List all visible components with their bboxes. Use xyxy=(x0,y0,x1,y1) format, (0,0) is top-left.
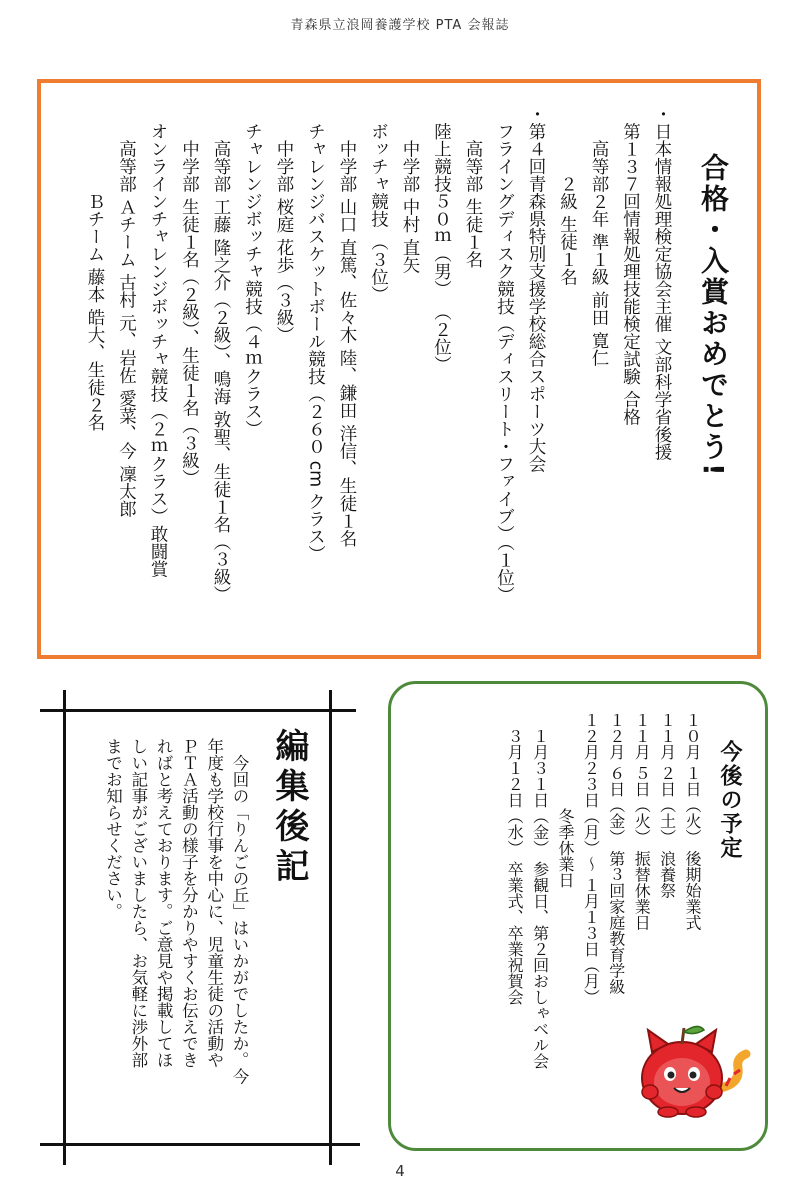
awards-line: オンラインチャレンジボッチャ競技（２ｍクラス）敢闘賞 xyxy=(148,105,168,578)
page-number: 4 xyxy=(395,1162,405,1180)
editor-line: ＰＴＡ活動の様子を分かりやすくお伝えでき xyxy=(179,738,199,1068)
awards-title: 合格・入賞おめでとう! xyxy=(697,153,730,479)
frame-line-top xyxy=(40,709,356,712)
schedule-line: １１月 ２日（土） 浪養祭 xyxy=(657,712,677,899)
newsletter-header: 青森県立浪岡養護学校 PTA 会報誌 xyxy=(290,18,510,33)
editor-line: までお知らせください。 xyxy=(103,738,123,920)
awards-line: 高等部２年 準１級 前田 寛仁 xyxy=(589,105,609,367)
schedule-line: １月３１日（金） 参観日、第２回おしゃベル会 xyxy=(530,712,550,1070)
awards-line: Ｂチーム 藤本 皓大、生徒２名 xyxy=(85,105,105,432)
awards-list xyxy=(79,105,678,645)
awards-line: 第１３７回情報処理技能検定試験 合格 xyxy=(620,105,641,426)
awards-line: 中学部 桜庭 花歩（３級） xyxy=(274,105,294,344)
awards-line: チャレンジボッチャ競技（４ｍクラス） xyxy=(242,105,263,438)
awards-line: ・第４回青森県特別支援学校総合スポーツ大会 xyxy=(526,105,546,473)
editor-body xyxy=(100,738,252,1133)
awards-line: 高等部 Ａチーム 古村 元、岩佐 愛菜、今 凜太郎 xyxy=(116,105,137,518)
apple-cat-mascot-icon xyxy=(628,1018,754,1120)
awards-line: フライングディスク競技（ディスリート・ファイブ）（１位） xyxy=(494,105,515,604)
schedule-line: 冬季休業日 xyxy=(555,712,575,888)
awards-line: 中学部 生徒１名（２級）、生徒１名（３級） xyxy=(179,105,200,487)
schedule-line: １０月 １日（火） 後期始業式 xyxy=(683,712,702,931)
schedule-title: 今後の予定 xyxy=(717,740,742,860)
frame-line-left xyxy=(63,690,66,1165)
awards-line: ２級 生徒１名 xyxy=(557,105,578,286)
awards-line: ・日本情報処理検定協会主催 文部科学省後援 xyxy=(652,105,672,461)
awards-line: 高等部 工藤 隆之介（２級）、鳴海 敦聖、生徒１名（３級） xyxy=(211,105,231,603)
frame-line-bottom xyxy=(40,1143,360,1146)
editor-line: ればと考えております。ご意見や掲載してほ xyxy=(154,738,174,1068)
awards-line: 高等部 生徒１名 xyxy=(463,105,483,269)
awards-line: 中学部 山口 直篤、佐々木 陸、鎌田 洋信、生徒１名 xyxy=(337,105,357,548)
awards-box xyxy=(37,79,761,659)
editor-line: 年度も学校行事を中心に、児童生徒の活動や xyxy=(204,738,224,1068)
frame-line-right xyxy=(329,690,332,1165)
awards-line: 陸上競技５０ｍ（男） （２位） xyxy=(431,105,452,374)
editor-title: 編集後記 xyxy=(269,728,309,888)
awards-line: ボッチャ競技 （３位） xyxy=(368,105,389,304)
schedule-line: １２月 ６日（金） 第３回家庭教育学級 xyxy=(606,712,626,995)
awards-line: 中学部 中村 直矢 xyxy=(400,105,420,274)
schedule-line: １１月 ５日（火） 振替休業日 xyxy=(632,712,652,931)
editor-line: 今回の「りんごの丘」はいかがでしたか。今 xyxy=(230,738,249,1085)
schedule-line: ３月１２日（水） 卒業式、卒業祝賀会 xyxy=(505,712,525,1006)
awards-line: チャレンジバスケットボール競技（２６０ cm クラス） xyxy=(305,105,326,563)
schedule-line: １２月２３日（月）～ １月１３日（月） xyxy=(581,712,601,1006)
editor-line: しい記事がございましたら、お気軽に渉外部 xyxy=(128,738,148,1068)
